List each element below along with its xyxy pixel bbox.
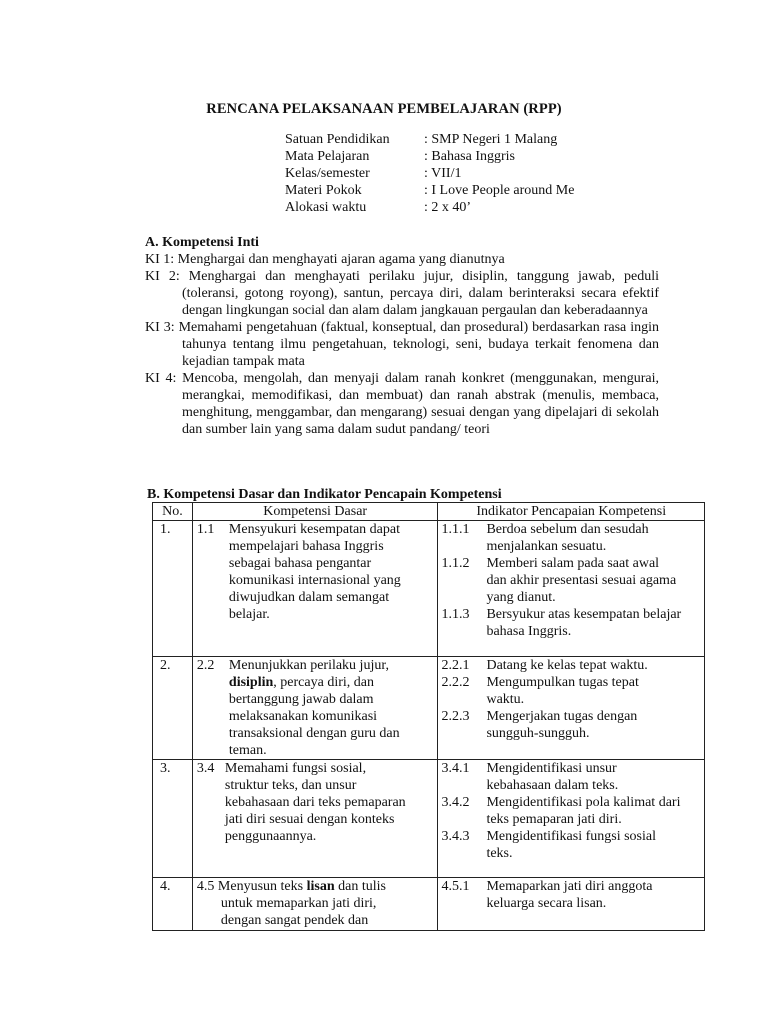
- ki-1: [145, 251, 659, 268]
- kd-line: teman.: [228, 743, 267, 758]
- identity-value: : Bahasa Inggris: [424, 149, 515, 164]
- indicator-line: Berdoa sebelum dan sesudah: [486, 522, 649, 537]
- identity-label: Mata Pelajaran: [285, 149, 370, 164]
- kd-line: Memahami fungsi sosial,: [224, 761, 367, 776]
- kd-cell: [192, 657, 438, 760]
- kd-line-bold: [197, 878, 438, 895]
- kd-code: 3.4: [196, 761, 215, 776]
- kd-cell: [192, 760, 438, 878]
- header-indicator: Indikator Pencapaian Kompetensi: [438, 503, 705, 521]
- indicator-line: teks pemaparan jati diri.: [486, 812, 622, 827]
- kd-line: belajar.: [228, 607, 270, 622]
- indicator-line: dan akhir presentasi sesuai agama: [486, 573, 677, 588]
- kd-bold-word: disiplin: [228, 675, 274, 690]
- ki-3-text: KI 3: Memahami pengetahuan (faktual, konseptual, dan prosedural) berdasarkan rasa ingin tahunya tentang ilmu pengetahuan, teknologi, seni, budaya terkait fenomena dan kejadian tampak mata: [145, 320, 659, 369]
- identity-row: [285, 131, 574, 148]
- kd-bold-word: lisan: [306, 879, 335, 894]
- section-a-heading: A. Kompetensi Inti: [145, 235, 259, 250]
- kd-cell: [192, 878, 438, 931]
- row-number: 2.: [153, 657, 193, 760]
- identity-value: : VII/1: [424, 166, 462, 181]
- kd-line: penggunaannya.: [224, 829, 317, 844]
- kd-line: transaksional dengan guru dan: [228, 726, 400, 741]
- identity-row: [285, 165, 574, 182]
- kd-line: diwujudkan dalam semangat: [228, 590, 390, 605]
- row-number: 4.: [153, 878, 193, 931]
- kd-code: 1.1: [196, 522, 215, 537]
- indicator-line: Bersyukur atas kesempatan belajar: [486, 607, 682, 622]
- kd-line: untuk memaparkan jati diri,: [220, 896, 377, 911]
- indicator-code: 1.1.3: [441, 607, 470, 622]
- kompetensi-table: [152, 502, 705, 931]
- indicator-line: Mengerjakan tugas dengan: [486, 709, 638, 724]
- indicator-cell: [438, 657, 705, 760]
- indicator-cell: [438, 760, 705, 878]
- indicator-code: 3.4.1: [441, 761, 470, 776]
- identity-table: [285, 131, 574, 216]
- indicator-line: bahasa Inggris.: [486, 624, 572, 639]
- kd-line: bertanggung jawab dalam: [228, 692, 374, 707]
- table-row: [153, 878, 705, 931]
- indicator-line: Memaparkan jati diri anggota: [486, 879, 653, 894]
- kd-line: dengan sangat pendek dan: [220, 913, 369, 928]
- indicator-code: 4.5.1: [441, 879, 470, 894]
- identity-value: : 2 x 40’: [424, 200, 472, 215]
- ki-3: [145, 319, 659, 370]
- header-no: No.: [153, 503, 193, 521]
- section-b-heading: B. Kompetensi Dasar dan Indikator Pencapain Kompetensi: [147, 487, 502, 502]
- kd-line: kebahasaan dari teks pemaparan: [224, 795, 406, 810]
- indicator-line: keluarga secara lisan.: [486, 896, 607, 911]
- indicator-code: 1.1.2: [441, 556, 470, 571]
- table-row: [153, 521, 705, 657]
- identity-value: : SMP Negeri 1 Malang: [424, 132, 558, 147]
- identity-row: [285, 148, 574, 165]
- kd-line: jati diri sesuai dengan konteks: [224, 812, 395, 827]
- indicator-line: kebahasaan dalam teks.: [486, 778, 619, 793]
- kd-line-rest: , percaya diri, dan: [273, 675, 374, 690]
- indicator-line: Mengidentifikasi pola kalimat dari: [486, 795, 681, 810]
- table-row: [153, 760, 705, 878]
- indicator-line: Memberi salam pada saat awal: [486, 556, 660, 571]
- ki-1-text: KI 1: Menghargai dan menghayati ajaran agama yang dianutnya: [145, 252, 505, 267]
- identity-label: Satuan Pendidikan: [285, 132, 390, 147]
- table-header-row: [153, 503, 705, 521]
- kd-line-pre: Menyusun teks: [217, 879, 307, 894]
- indicator-code: 2.2.2: [441, 675, 470, 690]
- kd-code: 4.5: [196, 879, 215, 894]
- indicator-code: 2.2.1: [441, 658, 470, 673]
- section-kompetensi-inti: [145, 234, 659, 438]
- kd-line: mempelajari bahasa Inggris: [228, 539, 384, 554]
- indicator-line: yang dianut.: [486, 590, 556, 605]
- ki-4-text: KI 4: Mencoba, mengolah, dan menyaji dalam ranah konkret (menggunakan, mengurai, merangkai, memodifikasi, dan membuat) dan ranah abstrak (menulis, membaca, menghitung, menggambar, dan mengarang) sesuai dengan yang dipelajari di sekolah dan sumber lain yang sama dalam sudut pandang/ teori: [145, 371, 659, 437]
- indicator-code: 2.2.3: [441, 709, 470, 724]
- identity-row: [285, 199, 574, 216]
- kd-line: struktur teks, dan unsur: [224, 778, 357, 793]
- identity-label: Materi Pokok: [285, 183, 362, 198]
- ki-2: [145, 268, 659, 319]
- indicator-cell: [438, 878, 705, 931]
- table-row: [153, 657, 705, 760]
- indicator-line: menjalankan sesuatu.: [486, 539, 607, 554]
- indicator-line: teks.: [486, 846, 513, 861]
- kd-line: Mensyukuri kesempatan dapat: [228, 522, 400, 537]
- kd-cell: [192, 521, 438, 657]
- kd-code: 2.2: [196, 658, 215, 673]
- indicator-line: Mengumpulkan tugas tepat: [486, 675, 639, 690]
- kd-line-post: dan tulis: [334, 879, 386, 894]
- kd-line: Menunjukkan perilaku jujur,: [228, 658, 389, 673]
- kd-line-bold: [197, 674, 438, 691]
- indicator-code: 3.4.3: [441, 829, 470, 844]
- indicator-line: Mengidentifikasi unsur: [486, 761, 617, 776]
- identity-value: : I Love People around Me: [424, 183, 575, 198]
- indicator-line: waktu.: [486, 692, 525, 707]
- ki-2-text: KI 2: Menghargai dan menghayati perilaku jujur, disiplin, tanggung jawab, peduli (toleransi, gotong royong), santun, percaya diri, dalam berinteraksi secara efektif dengan lingkungan social dan alam dalam jangkauan pergaulan dan keberadaannya: [145, 269, 659, 318]
- indicator-line: sungguh-sungguh.: [486, 726, 590, 741]
- indicator-line: Mengidentifikasi fungsi sosial: [486, 829, 656, 844]
- row-number: 3.: [153, 760, 193, 878]
- identity-label: Kelas/semester: [285, 166, 370, 181]
- document-title: RENCANA PELAKSANAAN PEMBELAJARAN (RPP): [206, 101, 562, 117]
- header-kd: Kompetensi Dasar: [192, 503, 438, 521]
- identity-label: Alokasi waktu: [285, 200, 367, 215]
- identity-row: [285, 182, 574, 199]
- ki-4: [145, 370, 659, 438]
- indicator-code: 3.4.2: [441, 795, 470, 810]
- kd-line: komunikasi internasional yang: [228, 573, 401, 588]
- kd-line: sebagai bahasa pengantar: [228, 556, 372, 571]
- indicator-line: Datang ke kelas tepat waktu.: [486, 658, 648, 673]
- row-number: 1.: [153, 521, 193, 657]
- kd-line: melaksanakan komunikasi: [228, 709, 378, 724]
- indicator-code: 1.1.1: [441, 522, 470, 537]
- indicator-cell: [438, 521, 705, 657]
